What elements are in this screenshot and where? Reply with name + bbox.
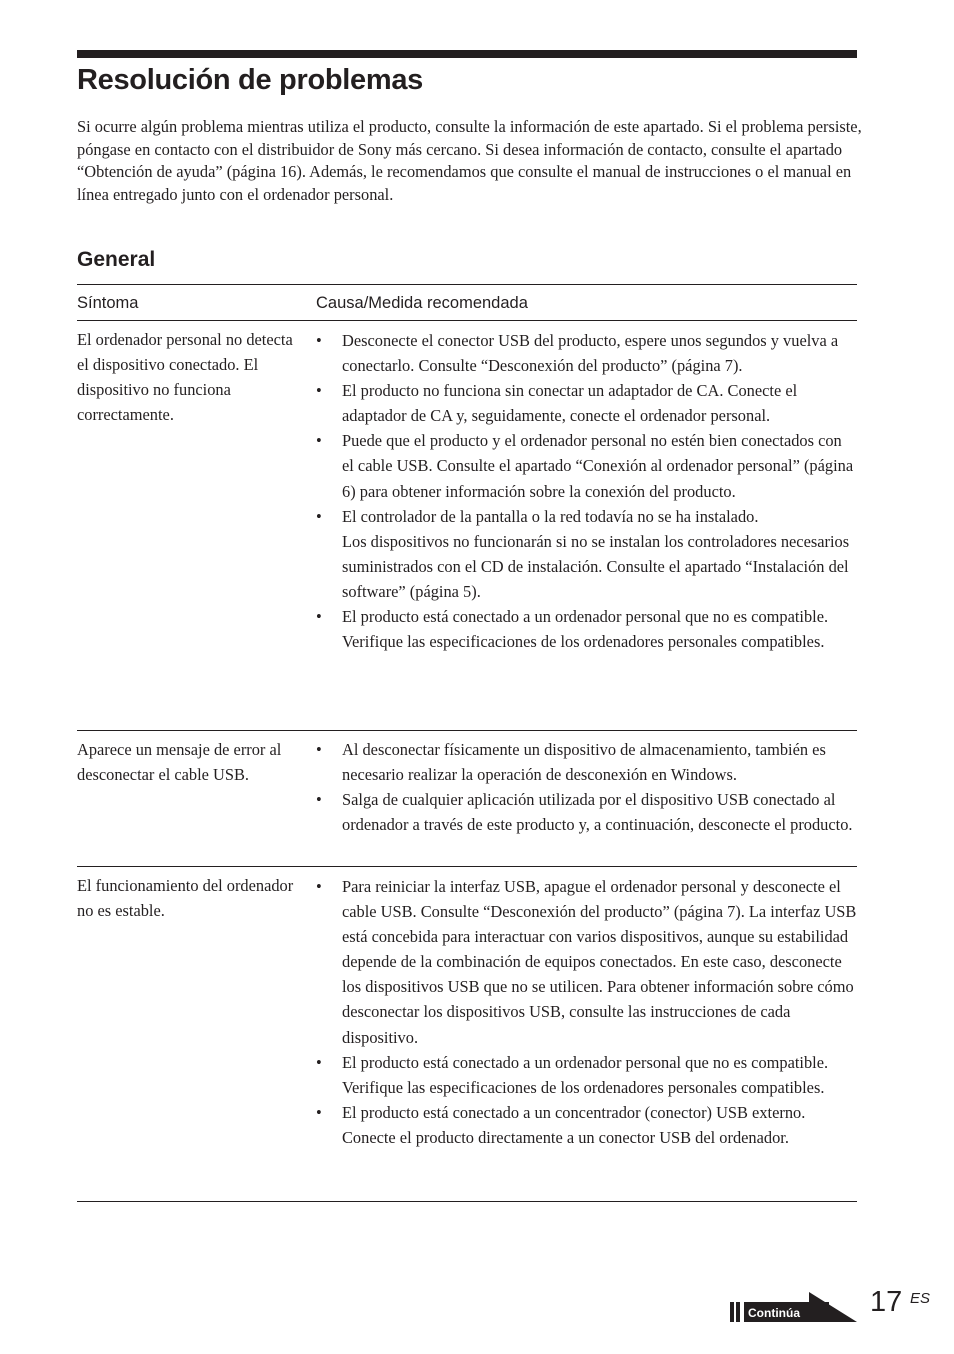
list-item: • Salga de cualquier aplicación utilizada por el dispositivo USB conectado al ordenador a través de este producto y, a continuación, desconecte el producto.: [316, 787, 857, 837]
bullet-icon: •: [316, 431, 322, 451]
continue-tab: [730, 1292, 857, 1322]
section-title: General: [77, 248, 156, 271]
page-language: ES: [910, 1290, 931, 1307]
list-item: • El producto está conectado a un ordenador personal que no es compatible. Verifique las especificaciones de los ordenadores personales compatibles.: [316, 1050, 857, 1100]
bullet-icon: •: [316, 381, 322, 401]
list-item: • Para reiniciar la interfaz USB, apague el ordenador personal y desconecte el cable USB. Consulte “Desconexión del producto” (página 7). La interfaz USB está concebida para interactuar con varios dispositivos, aunque su estabilidad depende de la combinación de equipos conectados. En este caso, desconecte los dispositivos USB que no se utilicen. Para obtener información sobre cómo desconectar los dispositivos USB, consulte las instrucciones de cada dispositivo.: [316, 874, 857, 1050]
list-item: • Puede que el producto y el ordenador personal no estén bien conectados con el cable USB. Consulte el apartado “Conexión al ordenador personal” (página 6) para obtener información sobre la conexión del producto.: [316, 428, 857, 503]
bullet-icon: •: [316, 877, 322, 896]
troubleshooting-table: [77, 284, 857, 1202]
continue-label: Continúa: [748, 1306, 800, 1320]
bullet-icon: •: [316, 740, 322, 759]
bullet-icon: •: [316, 506, 322, 526]
page-number: 17: [870, 1286, 903, 1318]
continue-arrow-icon: [809, 1292, 857, 1322]
page-title: Resolución de problemas: [77, 64, 424, 96]
bullet-icon: •: [316, 1052, 322, 1072]
bullet-icon: •: [316, 607, 322, 627]
header-cause: Causa/Medida recomendada: [316, 294, 528, 312]
list-item: • El producto está conectado a un ordenador personal que no es compatible. Verifique las especificaciones de los ordenadores personales compatibles.: [316, 604, 857, 654]
list-item: • Al desconectar físicamente un dispositivo de almacenamiento, también es necesario realizar la operación de desconexión en Windows.: [316, 737, 857, 787]
symptom-cell: El funcionamiento del ordenador no es estable.: [77, 876, 294, 921]
list-item: • El producto está conectado a un concentrador (conector) USB externo. Conecte el producto directamente a un conector USB del ordenador.: [316, 1100, 857, 1150]
bullet-icon: •: [316, 1102, 322, 1122]
bullet-icon: •: [316, 790, 322, 810]
bullet-icon: •: [316, 331, 322, 350]
list-item: • Desconecte el conector USB del producto, espere unos segundos y vuelva a conectarlo. Consulte “Desconexión del producto” (página 7).: [316, 328, 857, 378]
continue-bars-icon: [730, 1302, 742, 1322]
table-row: [77, 731, 857, 867]
list-item: • El controlador de la pantalla o la red todavía no se ha instalado. Los dispositivos no funcionarán si no se instalan los controladores necesarios suministrados con el CD de instalación. Consulte el apartado “Instalación del software” (página 5).: [316, 504, 857, 604]
table-row: [77, 321, 857, 731]
symptom-cell: El ordenador personal no detecta el dispositivo conectado. El dispositivo no funciona correctamente.: [77, 330, 293, 425]
symptom-cell: Aparece un mensaje de error al desconectar el cable USB.: [77, 740, 282, 785]
header-symptom: Síntoma: [77, 294, 139, 312]
title-rule: [77, 50, 857, 58]
list-item: • El producto no funciona sin conectar un adaptador de CA. Conecte el adaptador de CA y, seguidamente, conecte el ordenador personal.: [316, 378, 857, 428]
table-header: [77, 285, 857, 321]
table-row: [77, 867, 857, 1202]
intro-paragraph: Si ocurre algún problema mientras utiliza el producto, consulte la información de este apartado. Si el problema persiste, póngase en contacto con el distribuidor de Sony más cercano. Si desea información de contacto, consulte el apartado “Obtención de ayuda” (página 16). Además, le recomendamos que consulte el manual de instrucciones o el manual en línea entregado junto con el ordenador personal.: [77, 117, 862, 205]
